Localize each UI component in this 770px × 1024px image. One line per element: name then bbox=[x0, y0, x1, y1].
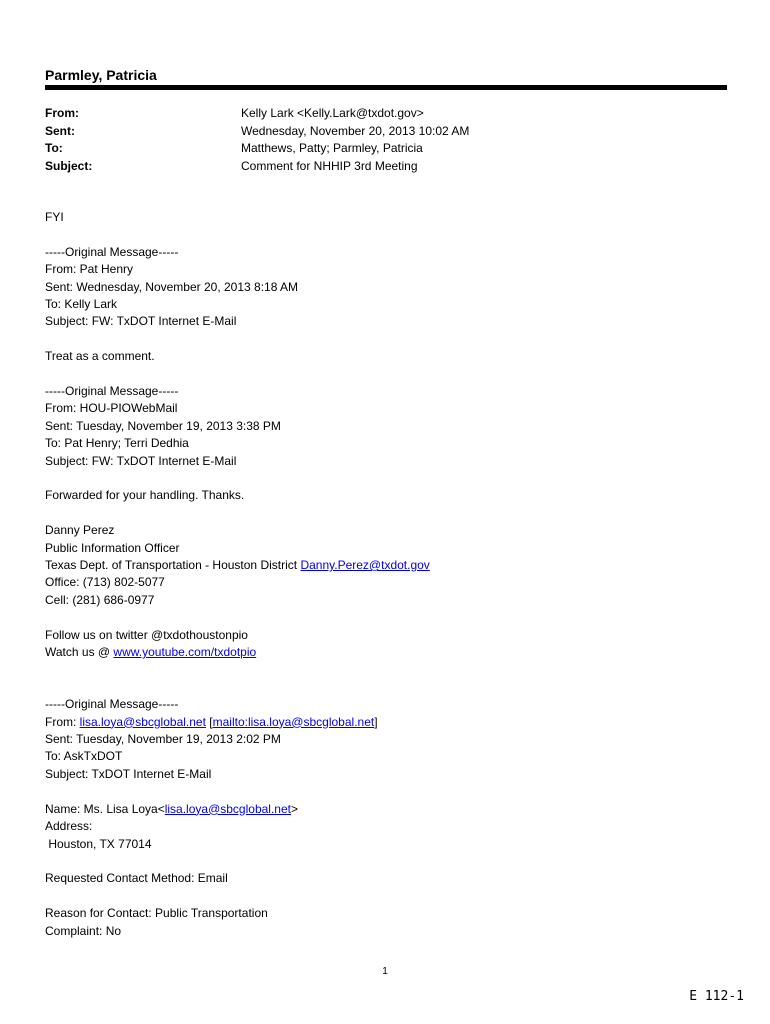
subject-value: Comment for NHHIP 3rd Meeting bbox=[241, 158, 418, 173]
orig3-subject: Subject: TxDOT Internet E-Mail bbox=[45, 766, 212, 781]
signature-title: Public Information Officer bbox=[45, 540, 180, 555]
form-complaint: Complaint: No bbox=[45, 923, 122, 938]
header-from-row bbox=[45, 105, 469, 123]
sent-label: Sent: bbox=[45, 123, 75, 138]
bracket-close: ] bbox=[374, 714, 378, 729]
header-subject-row bbox=[45, 158, 469, 176]
email-body bbox=[45, 209, 725, 940]
treat-as-comment-text: Treat as a comment. bbox=[45, 349, 155, 364]
signature-org-text: Texas Dept. of Transportation - Houston District bbox=[45, 558, 301, 573]
subject-label: Subject: bbox=[45, 158, 93, 173]
from-label: From: bbox=[45, 106, 79, 120]
exhibit-stamp: E 112-1 bbox=[689, 989, 744, 1004]
twitter-text: Follow us on twitter @txdothoustonpio bbox=[45, 627, 248, 642]
form-name-suffix: > bbox=[290, 801, 298, 816]
form-reason: Reason for Contact: Public Transportation bbox=[45, 906, 268, 921]
page-number: 1 bbox=[382, 966, 388, 977]
header-sent-row bbox=[45, 123, 469, 141]
original-message-marker: -----Original Message----- bbox=[45, 244, 179, 259]
orig2-sent: Sent: Tuesday, November 19, 2013 3:38 PM bbox=[45, 418, 281, 433]
header-to-row bbox=[45, 140, 469, 158]
signature-name: Danny Perez bbox=[45, 523, 115, 538]
sender-email-link[interactable]: lisa.loya@sbcglobal.net bbox=[79, 714, 206, 729]
signature-office: Office: (713) 802-5077 bbox=[45, 575, 165, 590]
orig1-to: To: Kelly Lark bbox=[45, 297, 118, 312]
youtube-line bbox=[45, 644, 725, 661]
orig3-from bbox=[45, 714, 725, 731]
forwarded-text: Forwarded for your handling. Thanks. bbox=[45, 488, 245, 503]
header-divider bbox=[45, 85, 727, 90]
orig2-from: From: HOU-PIOWebMail bbox=[45, 401, 178, 416]
form-contact-method: Requested Contact Method: Email bbox=[45, 871, 228, 886]
sent-value: Wednesday, November 20, 2013 10:02 AM bbox=[241, 123, 470, 138]
signature-email-link[interactable]: Danny.Perez@txdot.gov bbox=[300, 558, 430, 573]
signature-org bbox=[45, 557, 725, 574]
sender-mailto-link[interactable]: mailto:lisa.loya@sbcglobal.net bbox=[212, 714, 375, 729]
form-city: Houston, TX 77014 bbox=[45, 836, 152, 851]
orig3-to: To: AskTxDOT bbox=[45, 749, 123, 764]
to-value: Matthews, Patty; Parmley, Patricia bbox=[241, 141, 423, 155]
orig3-from-prefix: From: bbox=[45, 714, 80, 729]
orig2-to: To: Pat Henry; Terri Dedhia bbox=[45, 436, 189, 451]
form-name-prefix: Name: Ms. Lisa Loya< bbox=[45, 801, 165, 816]
signature-cell: Cell: (281) 686-0977 bbox=[45, 592, 155, 607]
to-label: To: bbox=[45, 141, 63, 155]
original-message-marker: -----Original Message----- bbox=[45, 697, 179, 712]
orig1-from: From: Pat Henry bbox=[45, 262, 134, 277]
mailbox-owner: Parmley, Patricia bbox=[45, 67, 157, 83]
youtube-link[interactable]: www.youtube.com/txdotpio bbox=[113, 645, 257, 660]
orig1-sent: Sent: Wednesday, November 20, 2013 8:18 AM bbox=[45, 279, 299, 294]
bracket-open: [ bbox=[205, 714, 213, 729]
original-message-marker: -----Original Message----- bbox=[45, 384, 179, 399]
from-value: Kelly Lark <Kelly.Lark@txdot.gov> bbox=[241, 106, 424, 120]
fyi-text: FYI bbox=[45, 210, 64, 224]
orig1-subject: Subject: FW: TxDOT Internet E-Mail bbox=[45, 314, 237, 329]
form-email-link[interactable]: lisa.loya@sbcglobal.net bbox=[164, 801, 291, 816]
orig2-subject: Subject: FW: TxDOT Internet E-Mail bbox=[45, 453, 237, 468]
form-address: Address: bbox=[45, 819, 93, 834]
youtube-prefix: Watch us @ bbox=[45, 645, 114, 660]
orig3-sent: Sent: Tuesday, November 19, 2013 2:02 PM bbox=[45, 732, 281, 747]
email-header bbox=[45, 105, 469, 175]
form-name bbox=[45, 801, 725, 818]
